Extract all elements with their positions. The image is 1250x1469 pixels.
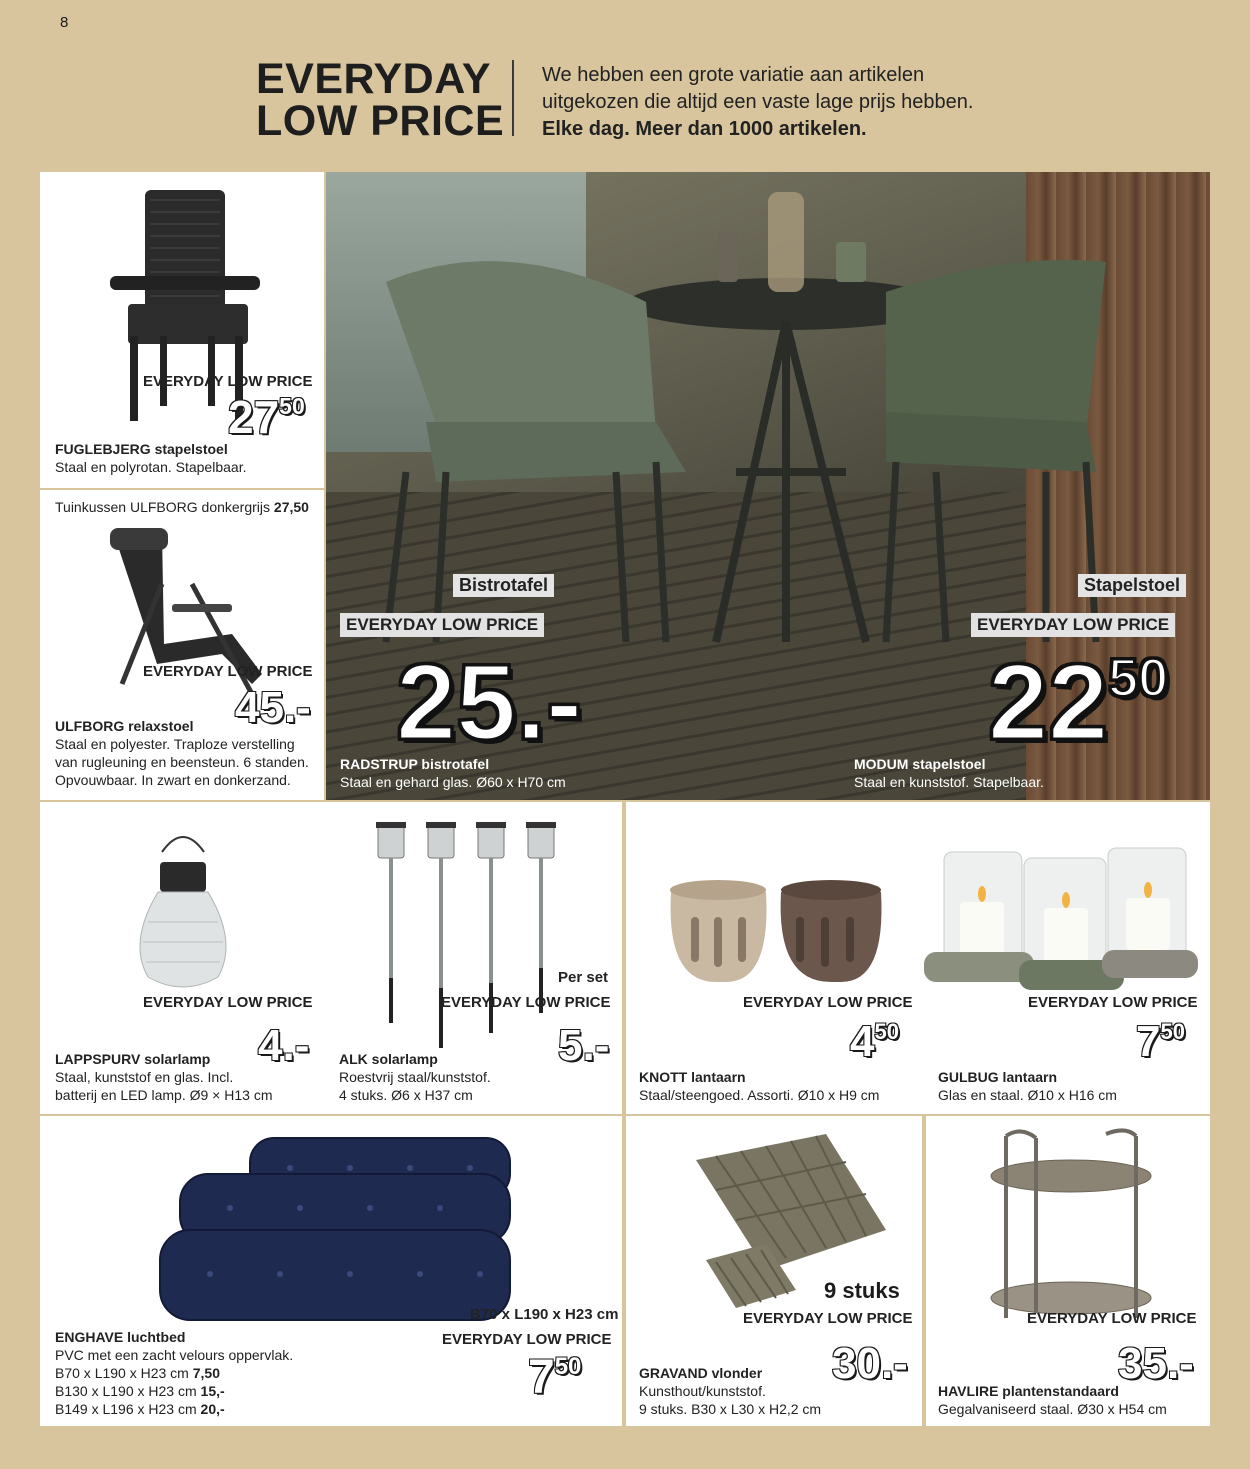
- enghave-size-row-2: [55, 1400, 293, 1418]
- modum-tag: Stapelstoel: [1078, 574, 1186, 597]
- panel-havlire: [926, 1116, 1210, 1426]
- gravand-name: GRAVAND vlonder: [639, 1365, 763, 1381]
- alk-elp-label: EVERYDAY LOW PRICE: [441, 994, 611, 1011]
- enghave-size-2: B149 x L196 x H23 cm: [55, 1401, 197, 1417]
- fuglebjerg-price-int: 27: [228, 391, 280, 443]
- havlire-price-int: 35.-: [1118, 1339, 1194, 1388]
- header-copy-line1: We hebben een grote variatie aan artikelen: [542, 64, 925, 86]
- modum-price-dec: 50: [1108, 647, 1169, 708]
- page-number: 8: [60, 14, 69, 31]
- ulfborg-desc2: van rugleuning en beensteun. 6 standen.: [55, 754, 309, 770]
- panel-gravand: [626, 1116, 922, 1426]
- alk-desc1: Roestvrij staal/kunststof.: [339, 1069, 491, 1085]
- enghave-size-note: B70 x L190 x H23 cm: [470, 1306, 619, 1323]
- gravand-price: [832, 1339, 908, 1388]
- knott-desc1: Staal/steengoed. Assorti. Ø10 x H9 cm: [639, 1087, 880, 1103]
- ulfborg-price-int: 45.-: [235, 683, 311, 732]
- ulfborg-info: [55, 717, 309, 789]
- radstrup-info: [340, 755, 566, 791]
- header-copy: [542, 62, 973, 143]
- lappspurv-image: [128, 822, 238, 992]
- gravand-price-int: 30.-: [832, 1339, 908, 1388]
- alk-note: Per set: [558, 969, 609, 986]
- enghave-size-1: B130 x L190 x H23 cm: [55, 1383, 197, 1399]
- panel-fuglebjerg: [40, 172, 324, 488]
- gravand-info: [639, 1364, 821, 1418]
- gulbug-price-dec: 50: [1160, 1019, 1185, 1045]
- alk-image: [370, 818, 570, 1058]
- fuglebjerg-desc1: Staal en polyrotan. Stapelbaar.: [55, 459, 247, 475]
- enghave-info: [55, 1328, 293, 1418]
- radstrup-tag: Bistrotafel: [453, 574, 554, 597]
- knott-image: [656, 862, 896, 992]
- gulbug-info: [938, 1068, 1117, 1104]
- ulfborg-cushion-label: Tuinkussen ULFBORG donkergrijs: [55, 499, 271, 515]
- knott-name: KNOTT lantaarn: [639, 1069, 746, 1085]
- modum-info: [854, 755, 1044, 791]
- havlire-elp-label: EVERYDAY LOW PRICE: [1027, 1310, 1197, 1327]
- panel-enghave: [40, 1116, 622, 1426]
- panel-lanterns: [626, 802, 1210, 1114]
- enghave-image: [150, 1134, 520, 1334]
- knott-elp-label: EVERYDAY LOW PRICE: [743, 994, 913, 1011]
- fuglebjerg-price: [228, 391, 305, 443]
- hero-photo: [326, 172, 1210, 800]
- radstrup-elp-label: EVERYDAY LOW PRICE: [340, 613, 544, 637]
- modum-price: [988, 641, 1169, 762]
- ulfborg-desc1: Staal en polyester. Traploze verstelling: [55, 736, 295, 752]
- enghave-size-row-0: [55, 1364, 293, 1382]
- radstrup-price: [396, 641, 583, 762]
- enghave-price-dec: 50: [554, 1353, 582, 1381]
- enghave-name: ENGHAVE luchtbed: [55, 1329, 186, 1345]
- alk-price: [558, 1021, 610, 1070]
- gravand-desc1: Kunsthout/kunststof.: [639, 1383, 766, 1399]
- gravand-note: 9 stuks: [824, 1278, 900, 1303]
- fuglebjerg-name: FUGLEBJERG stapelstoel: [55, 441, 228, 457]
- knott-info: [639, 1068, 879, 1104]
- radstrup-name: RADSTRUP bistrotafel: [340, 756, 490, 772]
- knott-price-dec: 50: [874, 1019, 899, 1045]
- gravand-elp-label: EVERYDAY LOW PRICE: [743, 1310, 913, 1327]
- ulfborg-elp-label: EVERYDAY LOW PRICE: [143, 663, 313, 680]
- header-copy-line3: Elke dag. Meer dan 1000 artikelen.: [542, 118, 867, 140]
- enghave-price-int: 7: [528, 1351, 555, 1404]
- ulfborg-desc3: Opvouwbaar. In zwart en donkerzand.: [55, 772, 291, 788]
- header-copy-line2: uitgekozen die altijd een vaste lage prijs hebben.: [542, 91, 974, 113]
- header-title-line2: LOW PRICE: [256, 97, 505, 145]
- havlire-name: HAVLIRE plantenstandaard: [938, 1383, 1119, 1399]
- header-divider: [512, 60, 514, 136]
- header-title: [256, 55, 505, 145]
- lappspurv-name: LAPPSPURV solarlamp: [55, 1051, 211, 1067]
- fuglebjerg-elp-label: EVERYDAY LOW PRICE: [143, 373, 313, 390]
- havlire-desc1: Gegalvaniseerd staal. Ø30 x H54 cm: [938, 1401, 1167, 1417]
- ulfborg-name: ULFBORG relaxstoel: [55, 718, 194, 734]
- header-title-line1: EVERYDAY: [256, 55, 492, 103]
- gulbug-price-int: 7: [1136, 1017, 1161, 1066]
- havlire-info: [938, 1382, 1167, 1418]
- lappspurv-desc2: batterij en LED lamp. Ø9 × H13 cm: [55, 1087, 273, 1103]
- gulbug-image: [924, 842, 1204, 992]
- knott-price-int: 4: [850, 1017, 875, 1066]
- enghave-price: [528, 1351, 582, 1404]
- gulbug-elp-label: EVERYDAY LOW PRICE: [1028, 994, 1198, 1011]
- alk-info: [339, 1050, 491, 1104]
- enghave-size-0: B70 x L190 x H23 cm: [55, 1365, 189, 1381]
- lappspurv-elp-label: EVERYDAY LOW PRICE: [143, 994, 313, 1011]
- modum-desc1: Staal en kunststof. Stapelbaar.: [854, 774, 1044, 790]
- enghave-size-1-price: 15,-: [200, 1383, 225, 1399]
- havlire-image: [986, 1128, 1156, 1328]
- lappspurv-info: [55, 1050, 273, 1104]
- knott-price: [850, 1017, 899, 1066]
- enghave-size-row-1: [55, 1382, 293, 1400]
- havlire-price: [1118, 1339, 1194, 1388]
- panel-solarlamps: [40, 802, 622, 1114]
- lappspurv-desc1: Staal, kunststof en glas. Incl.: [55, 1069, 234, 1085]
- enghave-desc1: PVC met een zacht velours oppervlak.: [55, 1347, 294, 1363]
- alk-price-int: 5.-: [558, 1021, 610, 1070]
- panel-ulfborg: [40, 490, 324, 800]
- gulbug-price: [1136, 1017, 1185, 1066]
- radstrup-desc1: Staal en gehard glas. Ø60 x H70 cm: [340, 774, 566, 790]
- fuglebjerg-info: [55, 440, 246, 476]
- gulbug-name: GULBUG lantaarn: [938, 1069, 1058, 1085]
- enghave-size-0-price: 7,50: [192, 1365, 220, 1381]
- modum-name: MODUM stapelstoel: [854, 756, 986, 772]
- alk-name: ALK solarlamp: [339, 1051, 438, 1067]
- enghave-size-2-price: 20,-: [200, 1401, 225, 1417]
- ulfborg-cushion-text: [55, 498, 309, 516]
- gulbug-desc1: Glas en staal. Ø10 x H16 cm: [938, 1087, 1117, 1103]
- lappspurv-price-int: 4.-: [258, 1021, 310, 1070]
- gravand-desc2: 9 stuks. B30 x L30 x H2,2 cm: [639, 1401, 822, 1417]
- modum-price-int: 22: [988, 641, 1109, 762]
- fuglebjerg-price-dec: 50: [279, 393, 305, 420]
- modum-elp-label: EVERYDAY LOW PRICE: [971, 613, 1175, 637]
- chair-image: [100, 186, 270, 426]
- alk-desc2: 4 stuks. Ø6 x H37 cm: [339, 1087, 473, 1103]
- radstrup-price-int: 25.-: [396, 641, 583, 762]
- enghave-elp-label: EVERYDAY LOW PRICE: [442, 1331, 612, 1348]
- ulfborg-cushion-price: 27,50: [273, 499, 309, 515]
